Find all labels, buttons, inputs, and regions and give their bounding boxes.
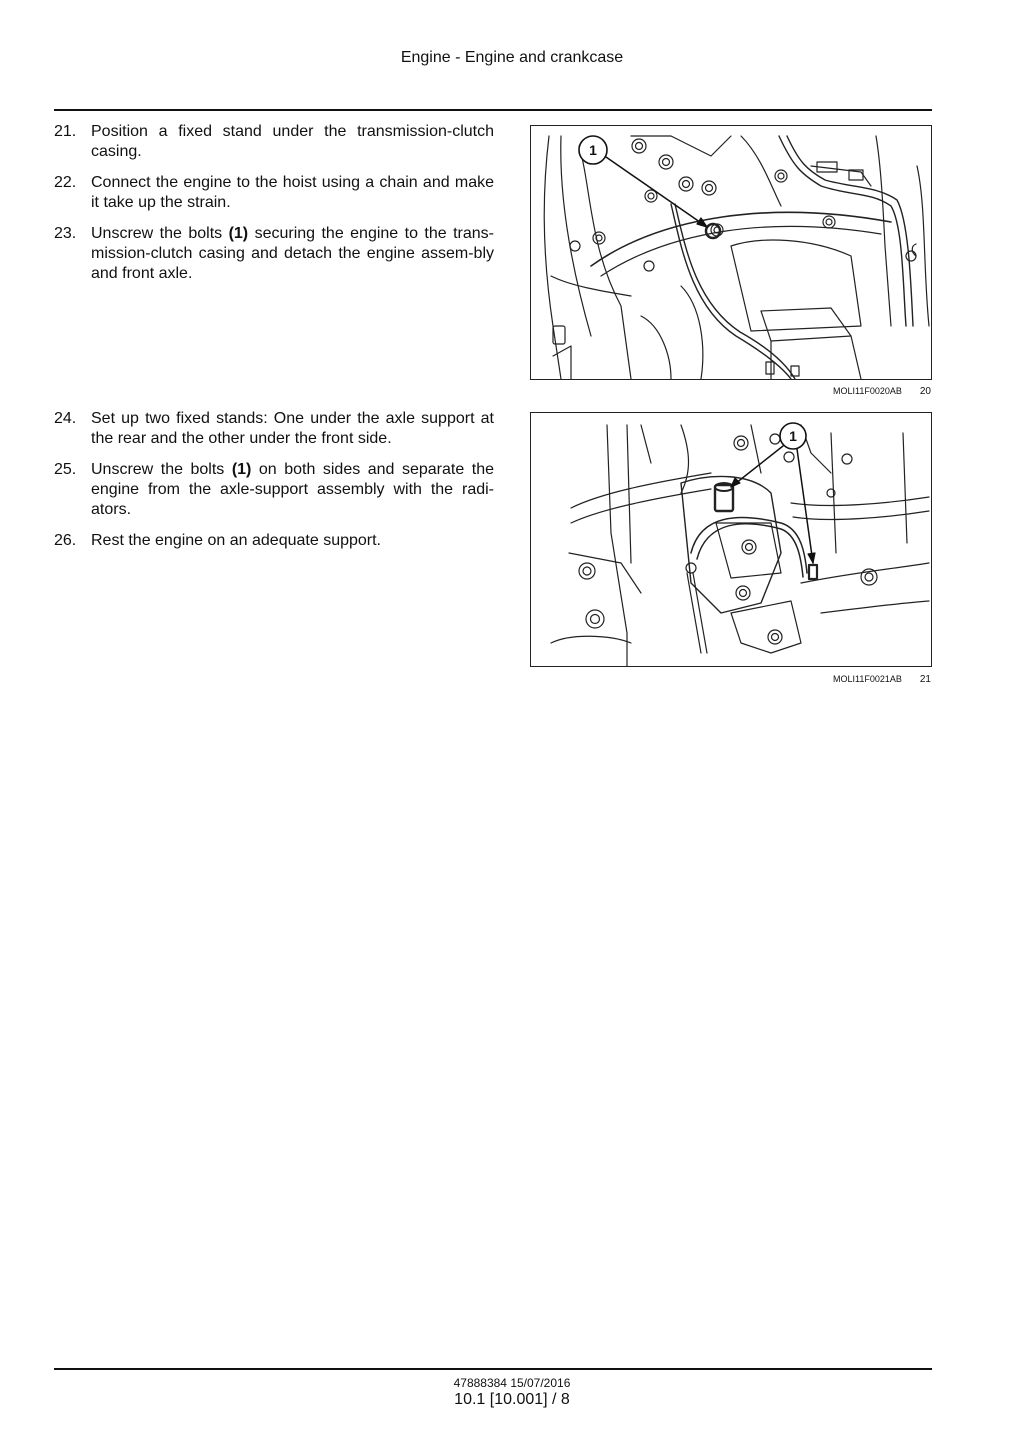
step-item bbox=[54, 531, 494, 551]
figure-number: 20 bbox=[919, 386, 931, 397]
axle-support-drawing bbox=[531, 413, 931, 666]
page-header-title: Engine - Engine and crankcase bbox=[400, 49, 624, 66]
step-number: 24. bbox=[54, 410, 77, 427]
step-text: Set up two fixed stands: One under the axle support at the rear and the other under the front side. bbox=[91, 410, 494, 447]
figure-20-caption bbox=[700, 386, 931, 397]
step-text-after: securing the engine to the trans-mission-clutch casing and detach the engine assem-bly and front axle. bbox=[91, 225, 495, 282]
figure-code: MOLI11F0020AB bbox=[833, 386, 902, 396]
step-text-after: on both sides and separate the engine from the axle-support assembly with the radi-ators. bbox=[91, 461, 494, 518]
callout-reference: (1) bbox=[228, 225, 249, 242]
step-text-before: Unscrew the bolts bbox=[91, 461, 232, 478]
step-number: 21. bbox=[54, 123, 77, 140]
step-text: Connect the engine to the hoist using a chain and make it take up the strain. bbox=[91, 174, 494, 211]
step-item bbox=[54, 122, 494, 162]
callout-label: 1 bbox=[789, 428, 797, 444]
footer-page-number: 10.1 [10.001] / 8 bbox=[454, 1391, 570, 1408]
step-text: Position a fixed stand under the transmission-clutch casing. bbox=[91, 123, 494, 160]
step-text bbox=[91, 224, 494, 284]
callout-reference: (1) bbox=[231, 461, 252, 478]
step-text bbox=[91, 460, 494, 520]
procedure-steps-group-1 bbox=[54, 122, 494, 295]
step-number: 26. bbox=[54, 532, 77, 549]
callout-label: 1 bbox=[589, 142, 597, 158]
figure-21-caption bbox=[700, 674, 931, 685]
figure-20-illustration bbox=[530, 125, 932, 380]
step-text: Rest the engine on an adequate support. bbox=[91, 532, 381, 549]
footer-document-reference: 47888384 15/07/2016 bbox=[453, 1376, 571, 1390]
engine-clutch-casing-drawing bbox=[531, 126, 931, 379]
step-item bbox=[54, 173, 494, 213]
figure-code: MOLI11F0021AB bbox=[833, 674, 902, 684]
step-number: 23. bbox=[54, 225, 77, 242]
procedure-steps-group-2 bbox=[54, 409, 494, 562]
step-item bbox=[54, 409, 494, 449]
figure-number: 21 bbox=[919, 674, 931, 685]
step-number: 22. bbox=[54, 174, 77, 191]
step-text-before: Unscrew the bolts bbox=[91, 225, 229, 242]
footer-rule bbox=[54, 1368, 932, 1370]
figure-21-illustration bbox=[530, 412, 932, 667]
step-number: 25. bbox=[54, 461, 77, 478]
header-rule bbox=[54, 109, 932, 111]
step-item bbox=[54, 224, 494, 284]
step-item bbox=[54, 460, 494, 520]
